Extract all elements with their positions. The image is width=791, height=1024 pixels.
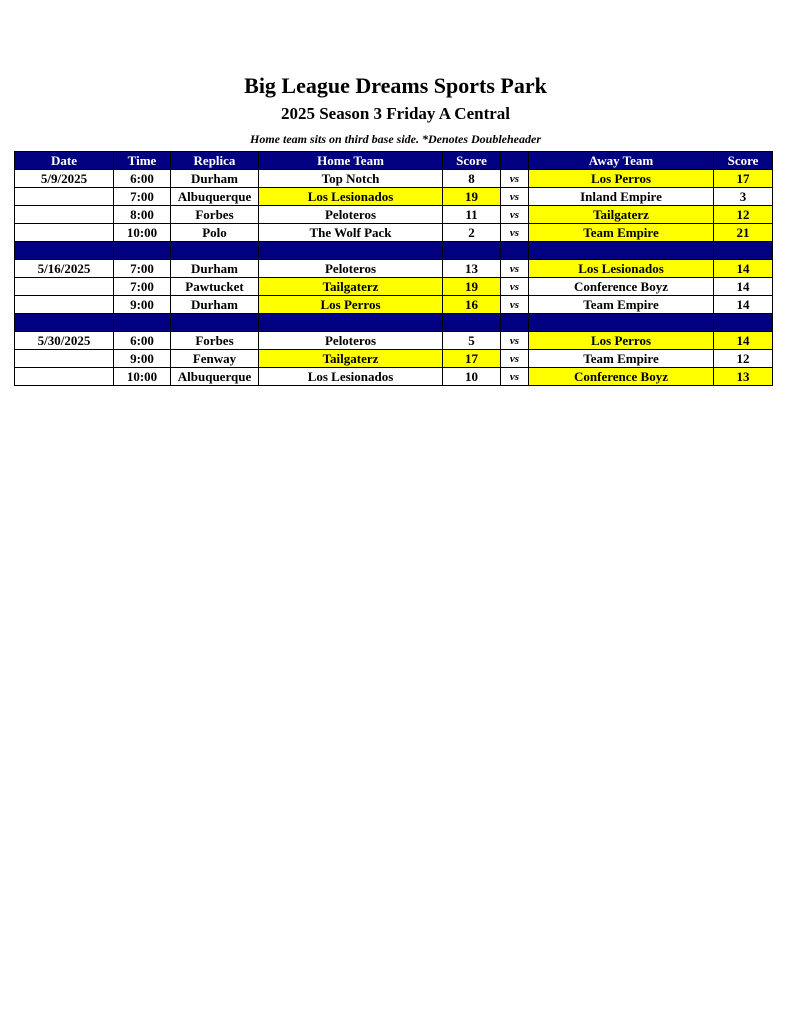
date-cell	[15, 296, 114, 314]
separator-cell	[443, 242, 501, 260]
away-score-cell: 14	[714, 296, 773, 314]
replica-cell: Durham	[171, 260, 259, 278]
away-team-cell: Conference Boyz	[529, 368, 714, 386]
home-score-cell: 16	[443, 296, 501, 314]
away-team-cell: Los Perros	[529, 332, 714, 350]
away-team-cell: Los Lesionados	[529, 260, 714, 278]
home-team-cell: Peloteros	[259, 260, 443, 278]
table-row	[15, 296, 773, 314]
replica-cell: Polo	[171, 224, 259, 242]
away-score-cell: 12	[714, 350, 773, 368]
away-score-cell: 13	[714, 368, 773, 386]
time-cell: 8:00	[114, 206, 171, 224]
header-date: Date	[15, 152, 114, 170]
replica-cell: Pawtucket	[171, 278, 259, 296]
date-cell: 5/9/2025	[15, 170, 114, 188]
home-team-cell: Peloteros	[259, 332, 443, 350]
replica-cell: Durham	[171, 296, 259, 314]
page-subtitle: 2025 Season 3 Friday A Central	[280, 104, 511, 123]
away-team-cell: Team Empire	[529, 224, 714, 242]
schedule-table	[14, 151, 773, 386]
separator-cell	[529, 314, 714, 332]
date-cell	[15, 350, 114, 368]
away-team-cell: Los Perros	[529, 170, 714, 188]
away-score-cell: 14	[714, 260, 773, 278]
vs-cell: vs	[501, 224, 529, 242]
header-away-team: Away Team	[529, 152, 714, 170]
vs-cell: vs	[501, 278, 529, 296]
home-team-cell: Peloteros	[259, 206, 443, 224]
vs-cell: vs	[501, 368, 529, 386]
time-cell: 10:00	[114, 368, 171, 386]
home-score-cell: 5	[443, 332, 501, 350]
home-score-cell: 17	[443, 350, 501, 368]
home-team-cell: Tailgaterz	[259, 278, 443, 296]
vs-cell: vs	[501, 296, 529, 314]
away-score-cell: 14	[714, 332, 773, 350]
table-row	[15, 170, 773, 188]
separator-cell	[529, 242, 714, 260]
table-row	[15, 224, 773, 242]
replica-cell: Albuquerque	[171, 188, 259, 206]
header-replica: Replica	[171, 152, 259, 170]
date-cell	[15, 188, 114, 206]
table-row	[15, 368, 773, 386]
separator-cell	[114, 314, 171, 332]
home-score-cell: 10	[443, 368, 501, 386]
table-row	[15, 332, 773, 350]
home-team-cell: Los Lesionados	[259, 188, 443, 206]
away-team-cell: Team Empire	[529, 350, 714, 368]
home-team-cell: Tailgaterz	[259, 350, 443, 368]
replica-cell: Fenway	[171, 350, 259, 368]
home-score-cell: 11	[443, 206, 501, 224]
separator-cell	[714, 242, 773, 260]
date-cell	[15, 206, 114, 224]
away-score-cell: 3	[714, 188, 773, 206]
week-separator-row	[15, 314, 773, 332]
separator-cell	[714, 314, 773, 332]
schedule-body	[15, 170, 773, 386]
vs-cell: vs	[501, 206, 529, 224]
home-team-cell: Top Notch	[259, 170, 443, 188]
header-home-score: Score	[443, 152, 501, 170]
away-score-cell: 21	[714, 224, 773, 242]
date-cell	[15, 224, 114, 242]
page-title: Big League Dreams Sports Park	[244, 73, 547, 98]
header-row	[15, 152, 773, 170]
home-score-cell: 19	[443, 278, 501, 296]
separator-cell	[114, 242, 171, 260]
separator-cell	[443, 314, 501, 332]
table-row	[15, 260, 773, 278]
time-cell: 6:00	[114, 170, 171, 188]
away-team-cell: Tailgaterz	[529, 206, 714, 224]
date-cell	[15, 368, 114, 386]
time-cell: 6:00	[114, 332, 171, 350]
time-cell: 9:00	[114, 350, 171, 368]
away-score-cell: 12	[714, 206, 773, 224]
schedule-note: Home team sits on third base side. *Denotes Doubleheader	[250, 132, 541, 146]
home-score-cell: 2	[443, 224, 501, 242]
home-team-cell: Los Perros	[259, 296, 443, 314]
date-cell: 5/30/2025	[15, 332, 114, 350]
week-separator-row	[15, 242, 773, 260]
separator-cell	[15, 242, 114, 260]
vs-cell: vs	[501, 350, 529, 368]
replica-cell: Forbes	[171, 206, 259, 224]
home-score-cell: 13	[443, 260, 501, 278]
table-row	[15, 206, 773, 224]
table-row	[15, 188, 773, 206]
date-cell	[15, 278, 114, 296]
separator-cell	[171, 314, 259, 332]
vs-cell: vs	[501, 332, 529, 350]
time-cell: 10:00	[114, 224, 171, 242]
home-team-cell: Los Lesionados	[259, 368, 443, 386]
time-cell: 7:00	[114, 278, 171, 296]
header-vs	[501, 152, 529, 170]
time-cell: 9:00	[114, 296, 171, 314]
separator-cell	[171, 242, 259, 260]
date-cell: 5/16/2025	[15, 260, 114, 278]
time-cell: 7:00	[114, 260, 171, 278]
replica-cell: Forbes	[171, 332, 259, 350]
away-team-cell: Inland Empire	[529, 188, 714, 206]
replica-cell: Durham	[171, 170, 259, 188]
home-score-cell: 19	[443, 188, 501, 206]
home-team-cell: The Wolf Pack	[259, 224, 443, 242]
table-row	[15, 278, 773, 296]
header-time: Time	[114, 152, 171, 170]
separator-cell	[501, 314, 529, 332]
vs-cell: vs	[501, 188, 529, 206]
away-score-cell: 14	[714, 278, 773, 296]
table-row	[15, 350, 773, 368]
header-home-team: Home Team	[259, 152, 443, 170]
time-cell: 7:00	[114, 188, 171, 206]
separator-cell	[15, 314, 114, 332]
header-away-score: Score	[714, 152, 773, 170]
away-team-cell: Team Empire	[529, 296, 714, 314]
away-team-cell: Conference Boyz	[529, 278, 714, 296]
separator-cell	[259, 242, 443, 260]
replica-cell: Albuquerque	[171, 368, 259, 386]
vs-cell: vs	[501, 260, 529, 278]
home-score-cell: 8	[443, 170, 501, 188]
away-score-cell: 17	[714, 170, 773, 188]
separator-cell	[501, 242, 529, 260]
vs-cell: vs	[501, 170, 529, 188]
separator-cell	[259, 314, 443, 332]
